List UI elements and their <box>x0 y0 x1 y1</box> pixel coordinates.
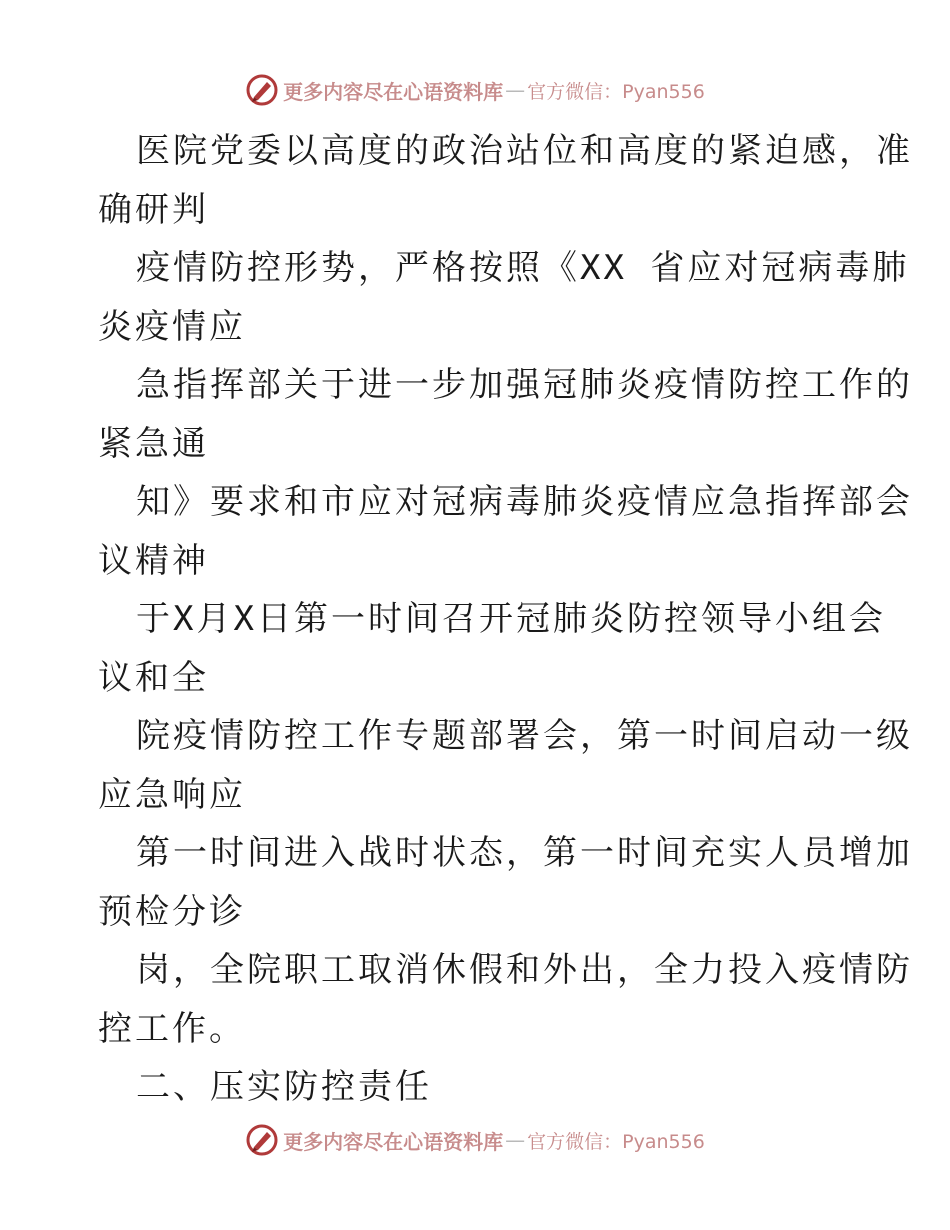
pen-logo-icon <box>245 1123 279 1157</box>
paragraph-line: 院疫情防控工作专题部署会，第一时间启动一级 <box>136 716 913 756</box>
pen-logo-icon <box>245 73 279 107</box>
paragraph-line: 知》要求和市应对冠病毒肺炎疫情应急指挥部会 <box>136 482 913 522</box>
paragraph-line: 紧急通 <box>98 423 209 464</box>
watermark-sub-text: 官方微信：Pyan556 <box>527 1130 705 1153</box>
paragraph-line: 岗，全院职工取消休假和外出，全力投入疫情防 <box>136 950 913 990</box>
watermark-main-text: 更多内容尽在心语资料库 <box>283 79 504 104</box>
paragraph-line: 第一时间进入战时状态，第一时间充实人员增加 <box>136 833 913 873</box>
section-heading: 二、压实防控责任 <box>136 1067 432 1107</box>
paragraph-line: 医院党委以高度的政治站位和高度的紧迫感，准 <box>136 131 913 171</box>
paragraph-line: 急指挥部关于进一步加强冠肺炎疫情防控工作的 <box>136 365 913 405</box>
footer-watermark <box>0 1120 950 1160</box>
watermark-dash: — <box>505 1128 526 1152</box>
document-body <box>98 122 913 1117</box>
paragraph-line: 于X月X日第一时间召开冠肺炎防控领导小组会 <box>136 599 886 639</box>
watermark-dash: — <box>505 78 526 102</box>
watermark-main-text: 更多内容尽在心语资料库 <box>283 1129 504 1154</box>
paragraph-line: 确研判 <box>98 189 209 230</box>
paragraph-line: 议精神 <box>98 540 209 581</box>
paragraph-line: 议和全 <box>98 657 209 698</box>
paragraph-line: 预检分诊 <box>98 891 246 932</box>
paragraph-line: 应急响应 <box>98 774 246 815</box>
paragraph-line: 疫情防控形势，严格按照《XX 省应对冠病毒肺 <box>136 248 910 288</box>
paragraph-line: 炎疫情应 <box>98 306 246 347</box>
watermark-sub-text: 官方微信：Pyan556 <box>527 80 705 103</box>
header-watermark <box>0 70 950 110</box>
paragraph-line: 控工作。 <box>98 1008 246 1049</box>
